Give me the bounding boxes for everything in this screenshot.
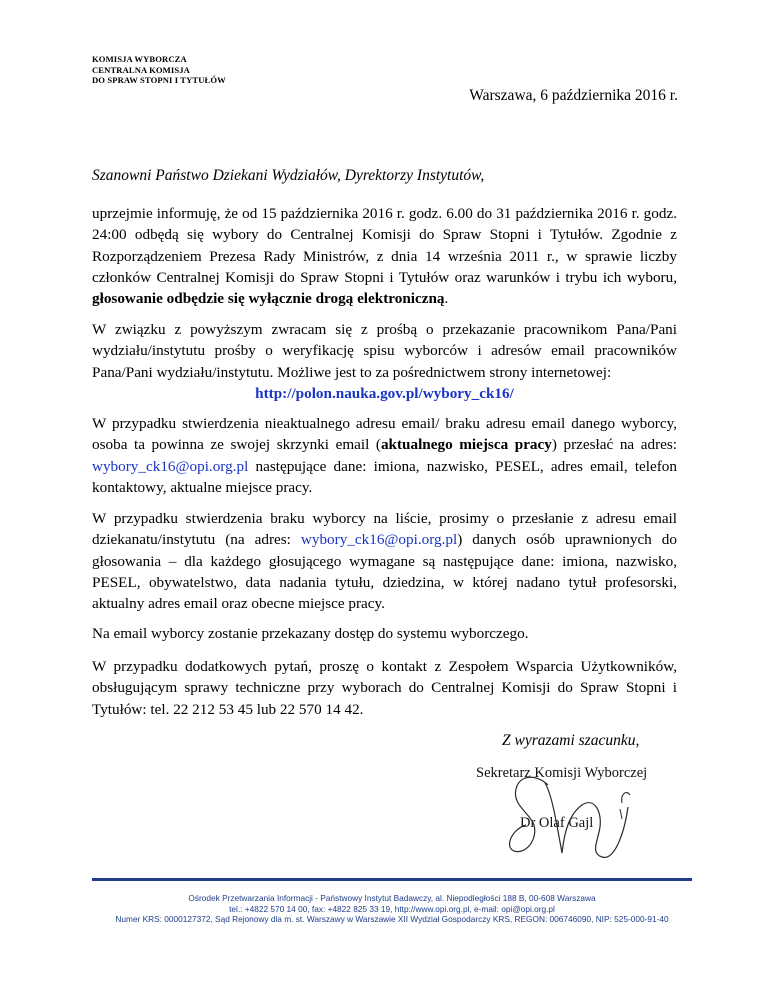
p3-text-3: następujące dane: imiona, nazwisko, PESEL, adres email, telefon kontaktowy, aktualne miejsce pracy. <box>92 457 677 496</box>
polon-link[interactable]: http://polon.nauka.gov.pl/wybory_ck16/ <box>255 384 514 402</box>
salutation: Szanowni Państwo Dziekani Wydziałów, Dyrektorzy Instytutów, <box>92 167 485 184</box>
email-link-2[interactable]: wybory_ck16@opi.org.pl <box>300 531 458 549</box>
p4-text-2: ) danych osób uprawnionych do głosowania – dla każdego głosującego wymagane są następujące dane: imiona, nazwisko, PESEL, obywatelstwo, data nadania tytułu, dziedzina, w której nadano tytuł profesorski, aktualny adres email oraz obecne miejsce pracy. <box>92 531 677 613</box>
footer <box>92 893 692 925</box>
p3-text-2: ) przesłać na adres: <box>551 436 677 454</box>
footer-line-3: Numer KRS: 0000127372, Sąd Rejonowy dla m. st. Warszawy w Warszawie XII Wydział Gospodarczy KRS, REGON: 006746090, NIP: 525-000-91-40 <box>115 914 669 925</box>
p3-bold: aktualnego miejsca pracy <box>380 436 552 454</box>
paragraph-4 <box>92 508 677 614</box>
p1-bold: głosowanie odbędzie się wyłącznie drogą elektroniczną <box>92 290 445 308</box>
footer-line-2: tel.: +4822 570 14 00, fax: +4822 825 33 19, http://www.opi.org.pl, e-mail: opi@opi.org.pl <box>229 903 555 914</box>
closing: Z wyrazami szacunku, <box>502 732 640 749</box>
paragraph-2 <box>92 319 677 404</box>
paragraph-3 <box>92 413 677 498</box>
p1-end: . <box>444 290 449 308</box>
p2-text: W związku z powyższym zwracam się z prośbą o przekazanie pracownikom Pana/Pani wydziału/instytutu prośby o weryfikację spisu wyborców i adresów email pracowników Pana/Pani wydziału/instytutu. Możliwe jest to za pośrednictwem strony internetowej: <box>92 321 677 381</box>
email-link[interactable]: wybory_ck16@opi.org.pl <box>92 457 249 475</box>
handwritten-signature <box>490 765 640 865</box>
p3-text-1: W przypadku stwierdzenia nieaktualnego adresu email/ braku adresu email danego wyborcy, osoba ta powinna ze swojej skrzynki email ( <box>92 415 677 454</box>
org-line-2: CENTRALNA KOMISJA <box>92 64 190 75</box>
p1-text: uprzejmie informuję, że od 15 października 2016 r. godz. 6.00 do 31 października 2016 r. godz. 24:00 odbędą się wybory do Centralnej Komisji do Spraw Stopni i Tytułów. Zgodnie z Rozporządzeniem Prezesa Rady Ministrów, z dnia 14 września 2011 r., w sprawie liczby członków Centralnej Komisji do Spraw Stopni i Tytułów oraz warunków i trybu ich wyboru, <box>92 205 677 286</box>
signer-name: Dr Olaf Gajl <box>520 815 594 831</box>
signer-title: Sekretarz Komisji Wyborczej <box>476 765 648 781</box>
org-line-3: DO SPRAW STOPNI I TYTUŁÓW <box>92 75 226 86</box>
org-line-1: KOMISJA WYBORCZA <box>92 54 187 64</box>
letterhead-org <box>92 54 226 86</box>
paragraph-6: W przypadku dodatkowych pytań, proszę o kontakt z Zespołem Wsparcia Użytkowników, obsługującym sprawy techniczne przy wyborach do Centralnej Komisji do Spraw Stopni i Tytułów: tel. 22 212 53 45 lub 22 570 14 42. <box>92 658 677 718</box>
footer-line-1: Ośrodek Przetwarzania Informacji - Państwowy Instytut Badawczy, al. Niepodległości 188 B, 00-608 Warszawa <box>188 893 596 903</box>
p4-text-1: W przypadku stwierdzenia braku wyborcy na liście, prosimy o przesłanie z adresu email dziekanatu/instytutu (na adres: <box>92 510 677 549</box>
letter-date: Warszawa, 6 października 2016 r. <box>469 87 678 104</box>
footer-divider <box>92 878 692 881</box>
paragraph-5: Na email wyborcy zostanie przekazany dostęp do systemu wyborczego. <box>92 625 529 642</box>
paragraph-1 <box>92 203 677 309</box>
